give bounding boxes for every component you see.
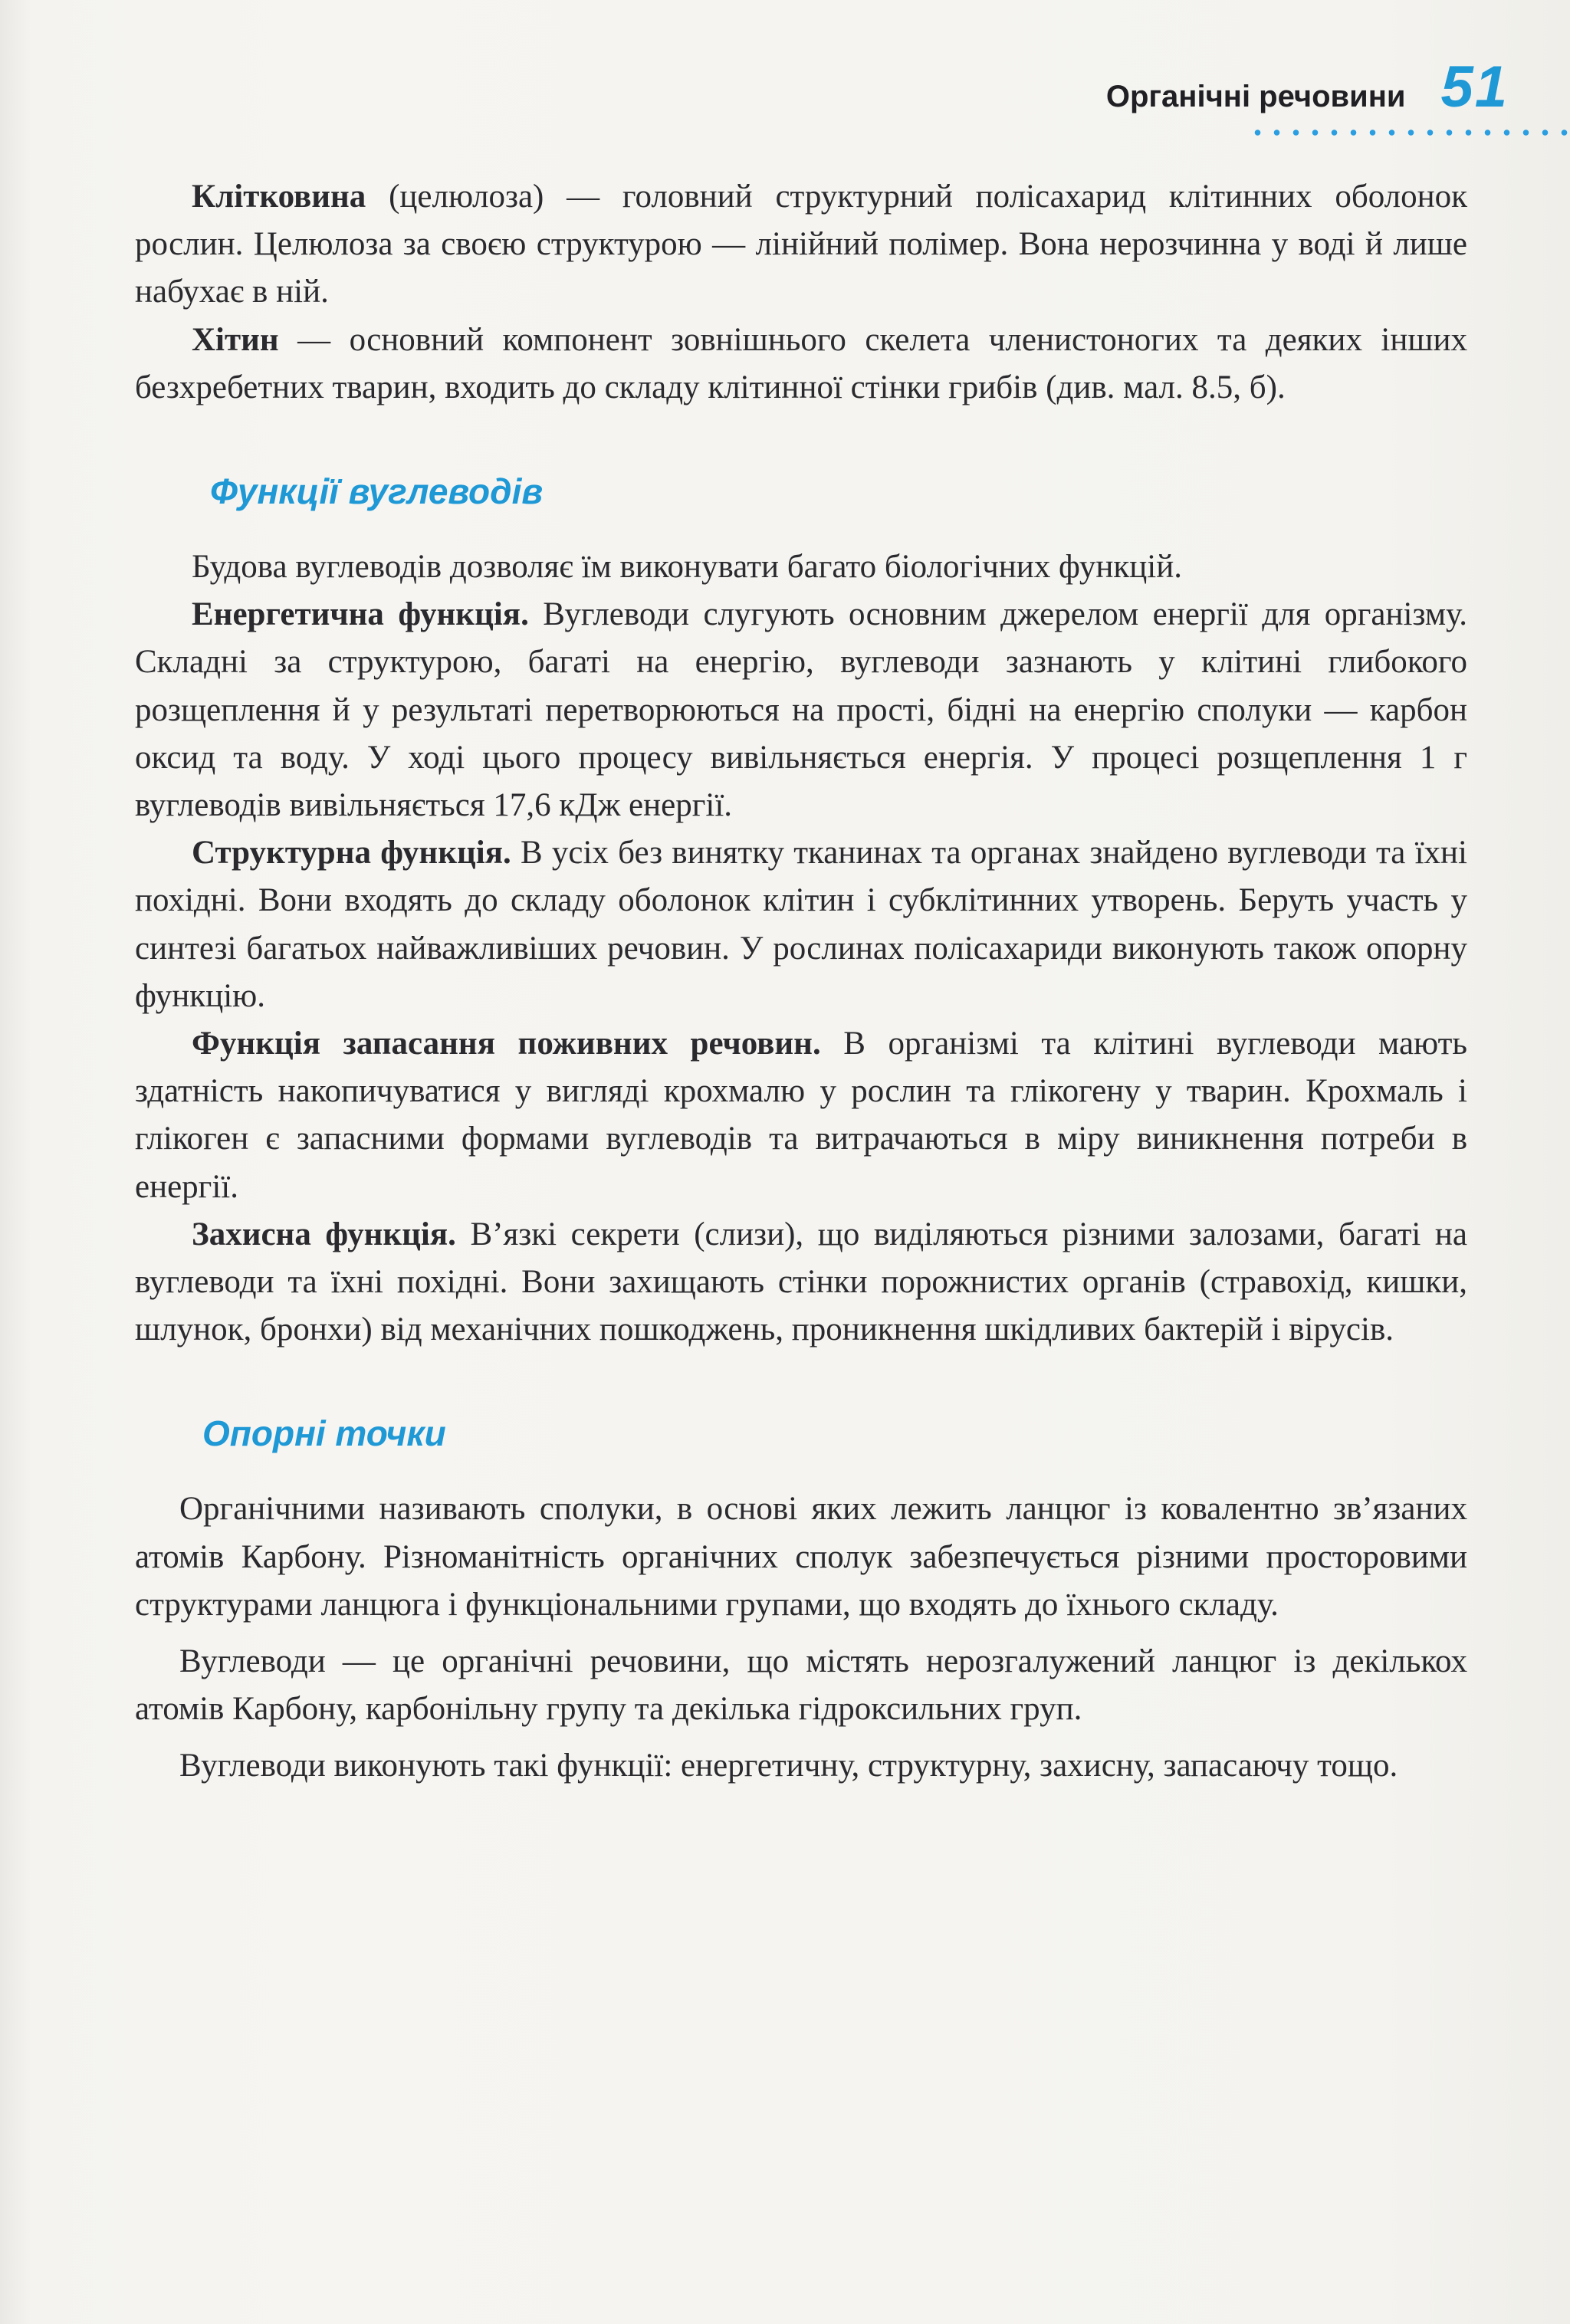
term: Клітковина [192, 179, 366, 215]
term: Енергетична функція. [192, 596, 529, 633]
paragraph-text: (целюлоза) — головний структурний полісахарид клітинних оболонок рослин. Целюлоза за своєю структурою — лінійний полімер. Вона нерозчинна у воді й лише набухає в ній. [135, 179, 1467, 310]
paragraph-functions-intro: Будова вуглеводів дозволяє їм виконувати багато біологічних функцій. [192, 549, 1182, 586]
term: Захисна функція. [192, 1216, 456, 1252]
term: Функція запасання поживних речовин. [192, 1026, 821, 1062]
key-point-paragraph: Вуглеводи виконують такі функції: енергетичну, структурну, захисну, запасаючу тощо. [179, 1748, 1398, 1784]
term: Хітин [192, 321, 279, 358]
paragraph-text: В’язкі секрети (слизи), що виділяються різними залозами, багаті на вуглеводи та їхні похідні. Вони захищають стінки порожнистих органів (стравохід, кишки, шлунок, бронхи) від механічних пошкоджень, проникнення шкідливих бактерій і вірусів. [135, 1216, 1467, 1348]
paragraph-protective-function [135, 1211, 1467, 1354]
term: Структурна функція. [192, 835, 511, 872]
running-title: Органічні речовини [1105, 80, 1406, 113]
section-heading-functions: Функції вуглеводів [210, 471, 544, 512]
paragraph-energy-function [135, 591, 1467, 829]
paragraph-structural-function [135, 829, 1467, 1020]
paragraph-storage-function [135, 1020, 1467, 1211]
key-point-paragraph: Вуглеводи — це органічні речовини, що містять нерозгалужений ланцюг із декількох атомів Карбону, карбонільну групу та декілька гідроксильних груп. [135, 1643, 1467, 1728]
key-points-block [135, 1485, 1467, 1790]
key-point-paragraph: Органічними називають сполуки, в основі яких лежить ланцюг із ковалентно зв’язаних атомів Карбону. Різноманітність органічних сполук забезпечується різними просторовими структурами ланцюга і функціональними групами, що входять до їхнього складу. [135, 1491, 1467, 1623]
page-number: 51 [1440, 54, 1509, 120]
section-heading-key-points: Опорні точки [202, 1413, 446, 1454]
paragraph-text: В організмі та клітині вуглеводи мають здатність накопичуватися у вигляді крохмалю у рослин та глікогену у тварин. Крохмаль і глікоген є запасними формами вуглеводів та витрачаються в міру виникнення потреби в енергії. [135, 1026, 1467, 1205]
paragraph-text: В усіх без винятку тканинах та органах знайдено вуглеводи та їхні похідні. Вони входять до складу оболонок клітин і субклітинних утворень. Беруть участь у синтезі багатьох найважливіших речовин. У рослинах полісахариди виконують також опорну функцію. [135, 835, 1468, 1014]
paragraph-chitin [135, 317, 1467, 412]
paragraph-text: — основний компонент зовнішнього скелета членистоногих та деяких інших безхребетних тварин, входить до складу клітинної стінки грибів (див. мал. 8.5, б). [135, 321, 1467, 405]
dotted-divider [1248, 129, 1570, 136]
paragraph-cellulose [135, 173, 1467, 317]
paragraph-text: Вуглеводи слугують основним джерелом енергії для організму. Складні за структурою, багаті на енергію, вуглеводи зазнають у клітині глибокого розщеплення й у результаті перетворюються на прості, бідні на енергію сполуки — карбон оксид та воду. У ході цього процесу вивільняється енергія. У процесі розщеплення 1 г вуглеводів вивільняється 17,6 кДж енергії. [135, 596, 1467, 824]
page-content [135, 173, 1467, 1791]
page-header [1106, 54, 1509, 120]
